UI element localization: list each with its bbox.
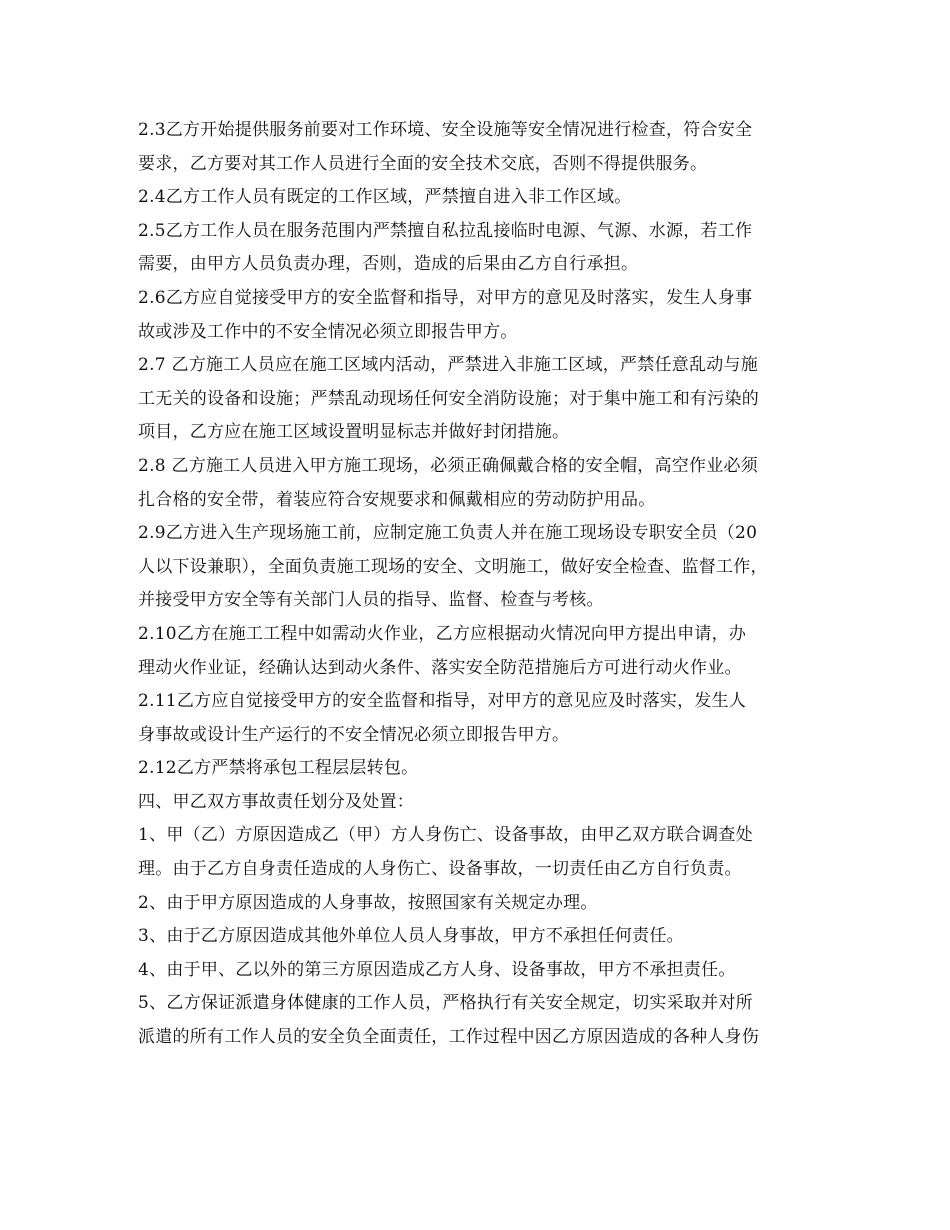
text-line: 2.10乙方在施工工程中如需动火作业，乙方应根据动火情况向甲方提出申请，办 (138, 623, 747, 644)
text-line: 5、乙方保证派遣身体健康的工作人员，严格执行有关安全规定，切实采取并对所 (138, 993, 753, 1014)
document-body (138, 114, 828, 1055)
text-line: 项目，乙方应在施工区域设置明显标志并做好封闭措施。 (138, 422, 570, 443)
text-line: 2、由于甲方原因造成的人身事故，按照国家有关规定办理。 (138, 892, 598, 913)
text-line: 2.4乙方工作人员有既定的工作区域，严禁擅自进入非工作区域。 (138, 187, 632, 208)
text-line: 理动火作业证，经确认达到动火条件、落实安全防范措施后方可进行动火作业。 (138, 657, 742, 678)
text-line: 理。由于乙方自身责任造成的人身伤亡、设备事故，一切责任由乙方自行负责。 (138, 859, 742, 880)
text-line: 2.11乙方应自觉接受甲方的安全监督和指导，对甲方的意见应及时落实，发生人 (138, 691, 747, 712)
text-line: 2.9乙方进入生产现场施工前，应制定施工负责人并在施工现场设专职安全员（20 (138, 523, 758, 544)
text-line: 2.8 乙方施工人员进入甲方施工现场，必须正确佩戴合格的安全帽，高空作业必须 (138, 455, 758, 476)
text-line: 2.7 乙方施工人员应在施工区域内活动，严禁进入非施工区域，严禁任意乱动与施 (138, 355, 758, 376)
text-line: 2.3乙方开始提供服务前要对工作环境、安全设施等安全情况进行检查，符合安全 (138, 120, 753, 140)
text-line: 并接受甲方安全等有关部门人员的指导、监督、检查与考核。 (138, 590, 604, 611)
text-line: 4、由于甲、乙以外的第三方原因造成乙方人身、设备事故，甲方不承担责任。 (138, 959, 736, 980)
text-line: 身事故或设计生产运行的不安全情况必须立即报告甲方。 (138, 724, 570, 745)
text-line: 2.12乙方严禁将承包工程层层转包。 (138, 758, 419, 779)
text-line: 扎合格的安全带，着装应符合安规要求和佩戴相应的劳动防护用品。 (138, 489, 656, 510)
text-line: 工无关的设备和设施；严禁乱动现场任何安全消防设施；对于集中施工和有污染的 (138, 388, 759, 409)
text-line: 1、甲（乙）方原因造成乙（甲）方人身伤亡、设备事故，由甲乙双方联合调查处 (138, 825, 753, 846)
text-line: 需要，由甲方人员负责办理，否则，造成的后果由乙方自行承担。 (138, 254, 639, 275)
text-line: 3、由于乙方原因造成其他外单位人员人身事故，甲方不承担任何责任。 (138, 926, 684, 947)
text-line: 故或涉及工作中的不安全情况必须立即报告甲方。 (138, 321, 518, 342)
text-line: 人以下设兼职），全面负责施工现场的安全、文明施工，做好安全检查、监督工作， (138, 556, 768, 577)
text-line: 要求，乙方要对其工作人员进行全面的安全技术交底，否则不得提供服务。 (138, 153, 708, 174)
text-line: 派遣的所有工作人员的安全负全面责任，工作过程中因乙方原因造成的各种人身伤 (138, 1027, 759, 1048)
text-line: 2.6乙方应自觉接受甲方的安全监督和指导，对甲方的意见及时落实，发生人身事 (138, 287, 753, 308)
section-heading: 四、甲乙双方事故责任划分及处置： (138, 791, 414, 812)
text-line: 2.5乙方工作人员在服务范围内严禁擅自私拉乱接临时电源、气源、水源，若工作 (138, 220, 753, 241)
